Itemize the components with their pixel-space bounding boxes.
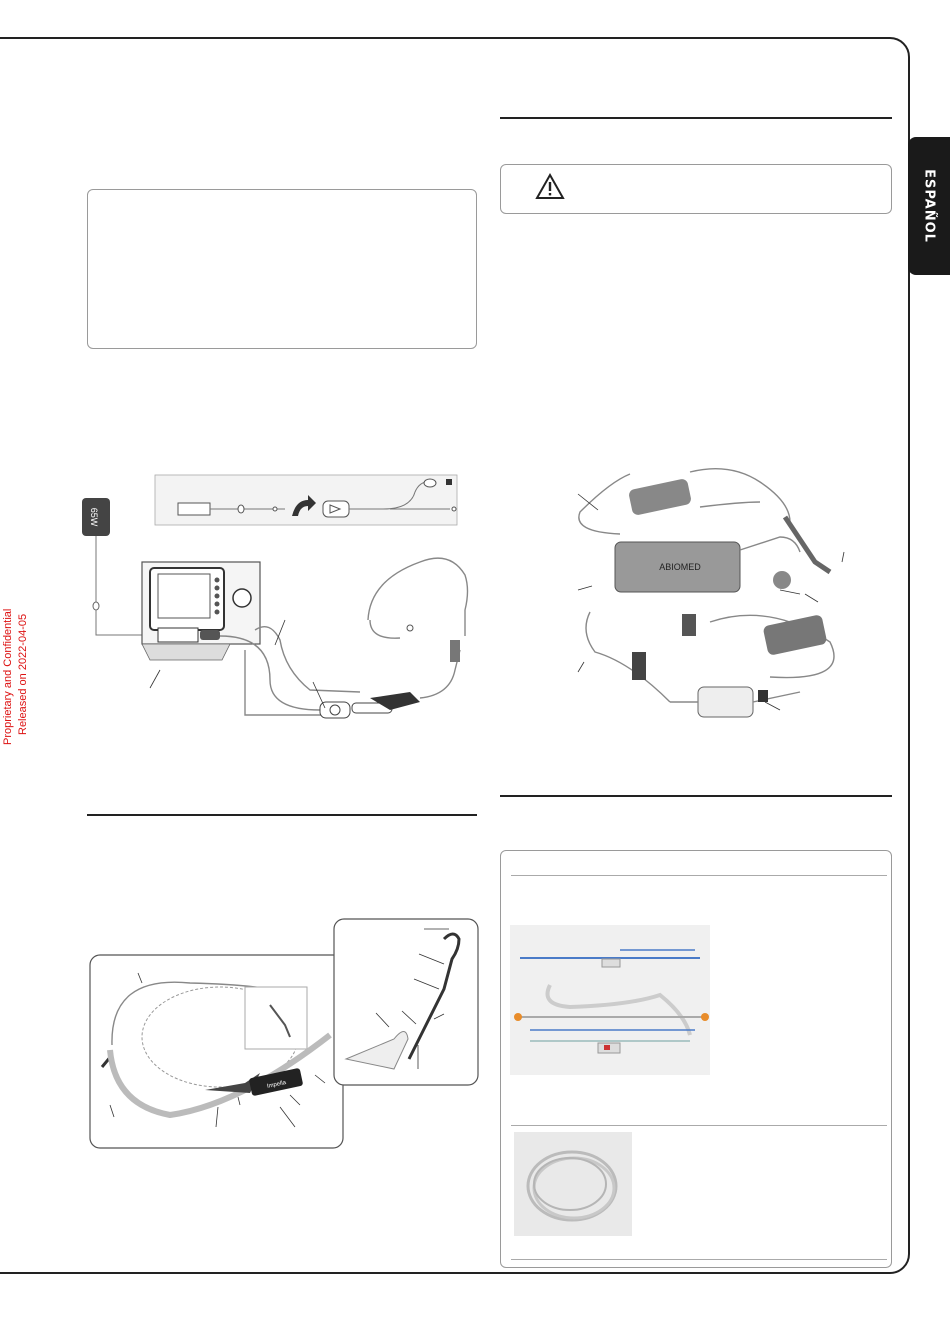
section-rule-accessories xyxy=(500,795,892,797)
accessories-divider-top xyxy=(511,875,887,876)
watermark-line-2: Released on 2022-04-05 xyxy=(17,613,29,735)
cassette-brand: ABIOMED xyxy=(659,562,701,572)
tubing-coil-image xyxy=(514,1132,632,1236)
purge-bag-label: 65W xyxy=(89,507,99,527)
catheter-illustration xyxy=(90,955,350,1150)
system-setup-illustration xyxy=(70,470,500,740)
warning-box xyxy=(500,164,892,214)
catheter-detail-inset xyxy=(334,919,480,1087)
accessories-divider-mid xyxy=(511,1125,887,1126)
confidential-watermark xyxy=(0,590,40,750)
section-rule-catheter xyxy=(87,814,477,816)
section-rule xyxy=(500,117,892,119)
warning-triangle-icon xyxy=(535,173,565,201)
language-tab[interactable] xyxy=(908,137,950,275)
purge-cassette-illustration xyxy=(570,462,860,712)
info-box xyxy=(87,189,477,349)
language-tab-label: ESPAÑOL xyxy=(921,169,937,243)
watermark-line-1: Proprietary and Confidential xyxy=(2,608,14,745)
introducer-kit-image xyxy=(510,925,710,1075)
catheter-tag: Impella xyxy=(266,1079,287,1090)
accessories-divider-bottom xyxy=(511,1259,887,1260)
